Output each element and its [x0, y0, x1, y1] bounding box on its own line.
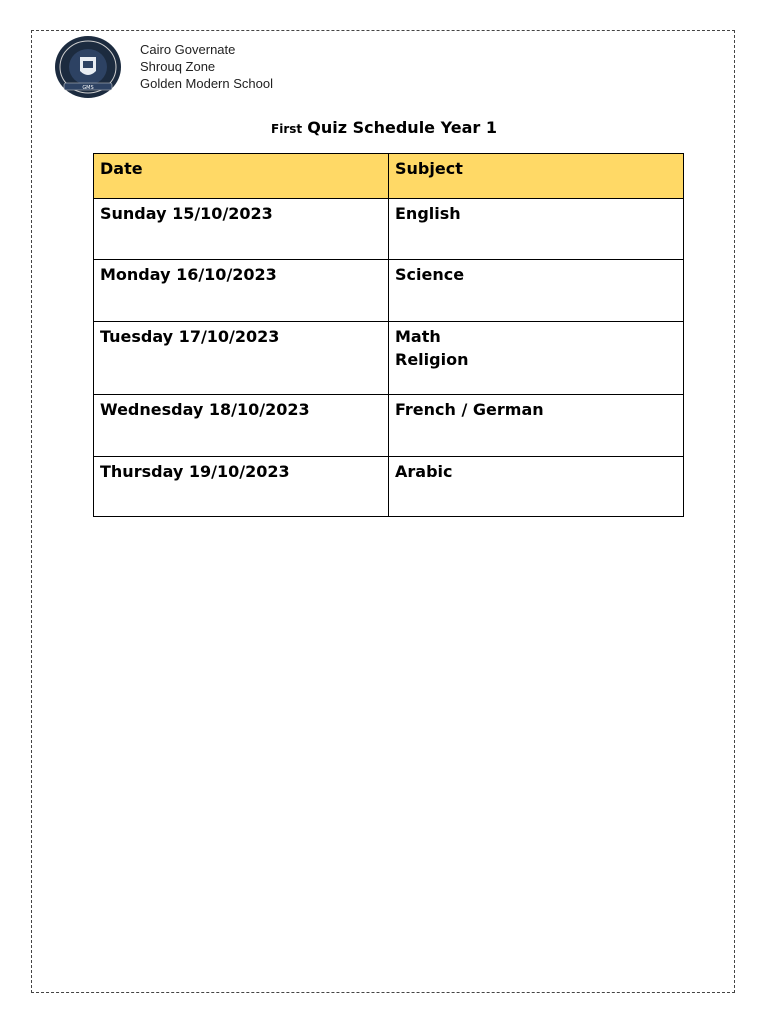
title-prefix: First	[271, 122, 303, 136]
header-governate: Cairo Governate	[140, 42, 236, 57]
school-header	[140, 41, 273, 92]
page-title	[0, 118, 768, 137]
date-cell: Monday 16/10/2023	[94, 260, 389, 322]
date-cell: Sunday 15/10/2023	[94, 199, 389, 260]
table-row	[94, 322, 684, 395]
table-row	[94, 457, 684, 517]
date-cell: Wednesday 18/10/2023	[94, 395, 389, 457]
table-row	[94, 260, 684, 322]
subject-cell	[389, 457, 684, 517]
date-cell: Thursday 19/10/2023	[94, 457, 389, 517]
subject-name: Religion	[395, 350, 469, 369]
subject-cell	[389, 322, 684, 395]
subject-cell	[389, 199, 684, 260]
subject-cell	[389, 395, 684, 457]
school-logo	[54, 35, 122, 99]
subject-name: English	[395, 204, 461, 223]
table-header-row	[94, 154, 684, 199]
table-row	[94, 395, 684, 457]
title-main: Quiz Schedule Year 1	[307, 118, 497, 137]
logo-text: GMS	[82, 85, 94, 91]
subject-cell	[389, 260, 684, 322]
quiz-schedule-table	[93, 153, 684, 517]
column-header-date: Date	[94, 154, 389, 199]
subject-name: Science	[395, 265, 465, 284]
column-header-subject: Subject	[389, 154, 684, 199]
subject-name: Arabic	[395, 462, 453, 481]
table-row	[94, 199, 684, 260]
header-school-name: Golden Modern School	[140, 76, 273, 91]
header-zone: Shrouq Zone	[140, 59, 216, 74]
subject-name: Math	[395, 327, 441, 346]
subject-name: French / German	[395, 400, 544, 419]
date-cell: Tuesday 17/10/2023	[94, 322, 389, 395]
